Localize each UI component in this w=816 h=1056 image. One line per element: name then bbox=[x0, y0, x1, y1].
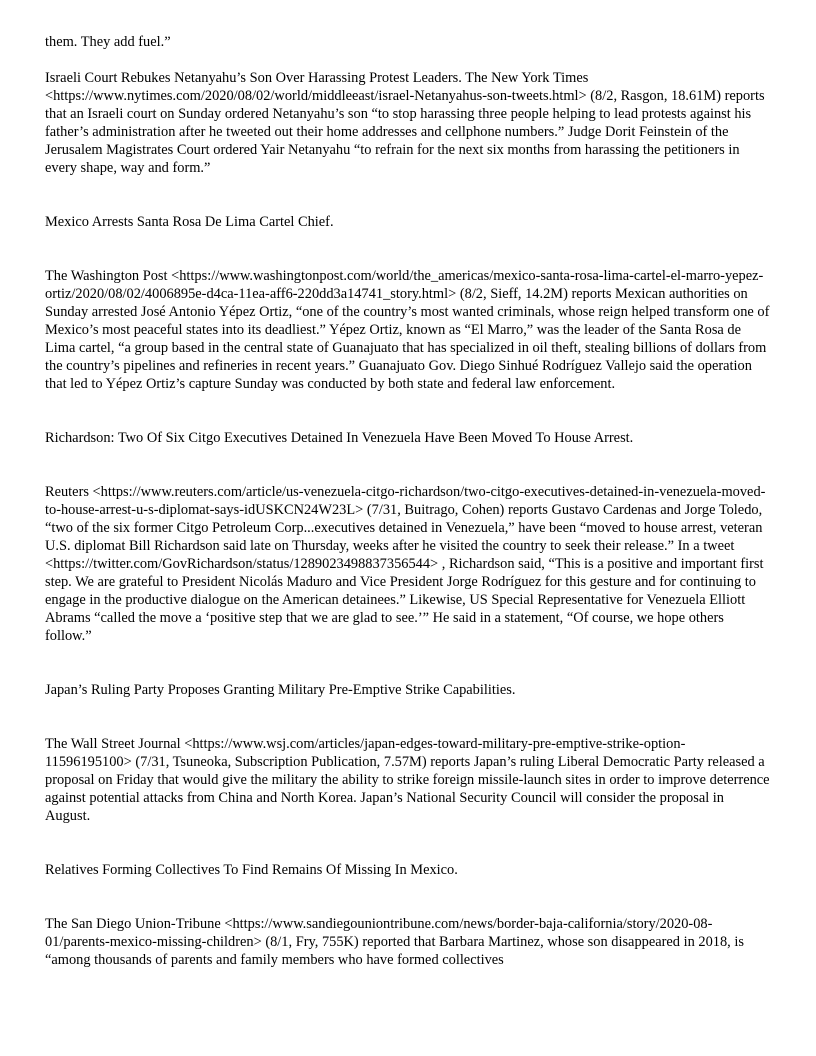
document-page bbox=[45, 33, 771, 969]
article-mexico-missing: The San Diego Union-Tribune <https://www.sandiegouniontribune.com/news/border-baja-california/story/2020-08-01/parents-mexico-missing-children> (8/1, Fry, 755K) reported that Barbara Martinez, whose son disappeared in 2018, is “among thousands of parents and family members who have formed collectives bbox=[45, 916, 744, 968]
article-mexico-cartel: The Washington Post <https://www.washingtonpost.com/world/the_americas/mexico-santa-rosa-lima-cartel-el-marro-yepez-ortiz/2020/08/02/4006895e-d4ca-11ea-aff6-220dd3a14741_story.html> (8/2, Sieff, 14.2M) reports Mexican authorities on Sunday arrested José Antonio Yépez Ortiz, “one of the country’s most wanted criminals, whose reign helped transform one of Mexico’s most peaceful states into its deadliest.” Yépez Ortiz, known as “El Marro,” was the leader of the Santa Rosa de Lima cartel, “a group based in the central state of Guanajuato that has specialized in oil theft, stealing billions of dollars from the country’s pipelines and refineries in recent years.” Guanajuato Gov. Diego Sinhué Rodríguez Vallejo said the operation that led to Yépez Ortiz’s capture Sunday was conducted by both state and federal law enforcement. bbox=[45, 268, 770, 392]
headline-mexico-missing: Relatives Forming Collectives To Find Remains Of Missing In Mexico. bbox=[45, 862, 458, 878]
headline-japan: Japan’s Ruling Party Proposes Granting Military Pre-Emptive Strike Capabilities. bbox=[45, 682, 516, 698]
article-israel-court: Israeli Court Rebukes Netanyahu’s Son Over Harassing Protest Leaders. The New York Times <https://www.nytimes.com/2020/08/02/world/middleeast/israel-Netanyahus-son-tweets.html> (8/2, Rasgon, 18.61M) reports that an Israeli court on Sunday ordered Netanyahu’s son “to stop harassing three people helping to lead protests against his father’s administration after he tweeted out their home addresses and cellphone numbers.” Judge Dorit Feinstein of the Jerusalem Magistrates Court ordered Yair Netanyahu “to refrain for the next six months from harassing the petitioners in every shape, way and form.” bbox=[45, 70, 765, 176]
article-citgo: Reuters <https://www.reuters.com/article/us-venezuela-citgo-richardson/two-citgo-executives-detained-in-venezuela-moved-to-house-arrest-u-s-diplomat-says-idUSKCN24W23L> (7/31, Buitrago, Cohen) reports Gustavo Cardenas and Jorge Toledo, “two of the six former Citgo Petroleum Corp...executives detained in Venezuela,” have been “moved to house arrest, veteran U.S. diplomat Bill Richardson said late on Thursday, weeks after he visited the country to seek their release.” In a tweet <https://twitter.com/GovRichardson/status/1289023498837356544> , Richardson said, “This is a positive and important first step. We are grateful to President Nicolás Maduro and Vice President Jorge Rodríguez for this gesture and for continuing to engage in the productive dialogue on the American detainees.” Likewise, US Special Representative for Venezuela Elliott Abrams “called the move a ‘positive step that we are glad to see.’” He said in a statement, “Of course, we hope others follow.” bbox=[45, 484, 766, 644]
paragraph-continuation: them. They add fuel.” bbox=[45, 34, 171, 50]
headline-citgo: Richardson: Two Of Six Citgo Executives Detained In Venezuela Have Been Moved To House Arrest. bbox=[45, 430, 634, 446]
headline-mexico-cartel: Mexico Arrests Santa Rosa De Lima Cartel Chief. bbox=[45, 214, 334, 230]
article-japan: The Wall Street Journal <https://www.wsj.com/articles/japan-edges-toward-military-pre-emptive-strike-option-11596195100> (7/31, Tsuneoka, Subscription Publication, 7.57M) reports Japan’s ruling Liberal Democratic Party released a proposal on Friday that would give the military the ability to strike foreign missile-launch sites in order to improve deterrence against potential attacks from China and North Korea. Japan’s National Security Council will consider the proposal in August. bbox=[45, 736, 770, 824]
